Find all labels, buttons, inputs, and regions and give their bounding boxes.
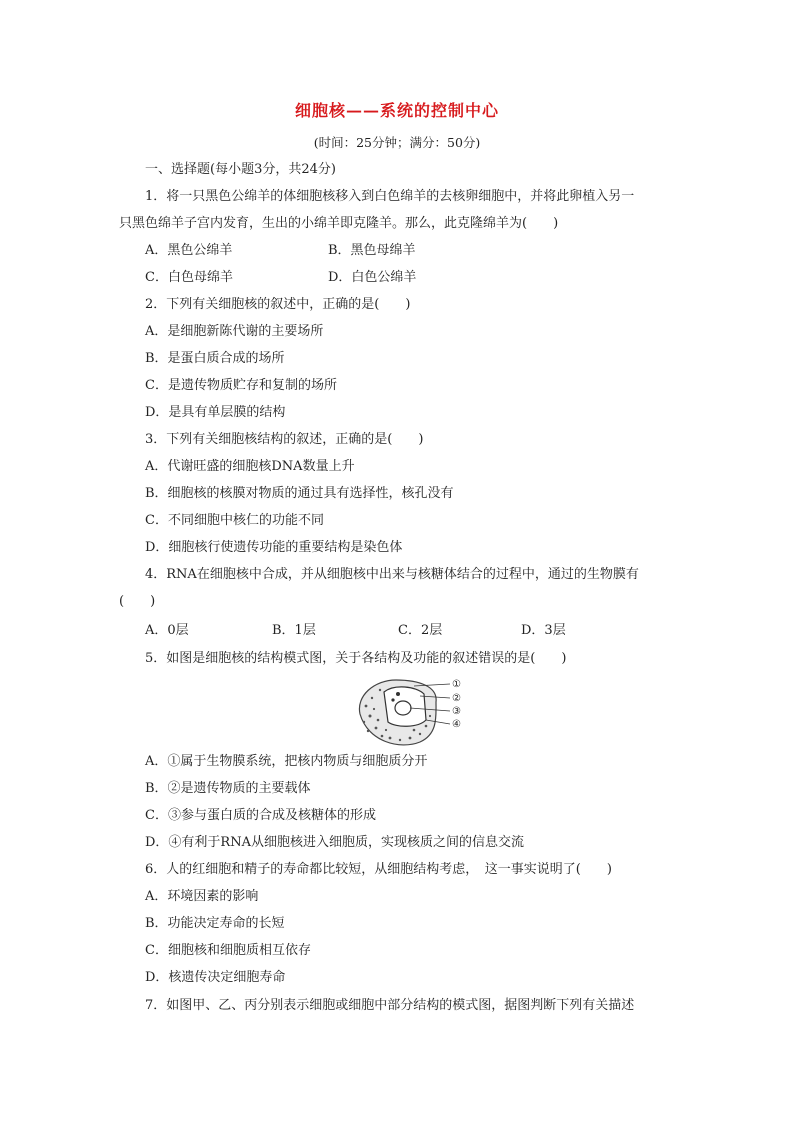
q5-option-b: B．②是遗传物质的主要载体 <box>145 781 311 796</box>
q6-option-c: C．细胞核和细胞质相互依存 <box>145 943 311 958</box>
q6-option-d: D．核遗传决定细胞寿命 <box>145 970 286 985</box>
page-subtitle: (时间：25分钟；满分：50分) <box>313 135 481 150</box>
section-heading: 一、选择题(每小题3分，共24分) <box>145 162 336 177</box>
nucleus-structure-diagram <box>352 676 464 748</box>
figure-label-2: ② <box>452 693 461 704</box>
q5-option-c: C．③参与蛋白质的合成及核糖体的形成 <box>145 808 376 823</box>
q1-stem-line1: 1．将一只黑色公绵羊的体细胞核移入到白色绵羊的去核卵细胞中，并将此卵植入另一 <box>145 189 635 204</box>
q5-option-d: D．④有利于RNA从细胞核进入细胞质，实现核质之间的信息交流 <box>145 835 524 850</box>
figure-label-4: ④ <box>452 719 461 730</box>
q4-option-b: B．1层 <box>272 623 316 638</box>
q2-option-d: D．是具有单层膜的结构 <box>145 405 286 420</box>
q4-stem-line1: 4．RNA在细胞核中合成，并从细胞核中出来与核糖体结合的过程中，通过的生物膜有 <box>145 567 639 582</box>
figure-label-1: ① <box>452 679 461 690</box>
q2-option-b: B．是蛋白质合成的场所 <box>145 351 285 366</box>
figure-label-3: ③ <box>452 706 461 717</box>
q2-stem: 2．下列有关细胞核的叙述中，正确的是( ) <box>145 297 411 312</box>
q1-option-d: D．白色公绵羊 <box>328 270 417 285</box>
q4-stem-line2: ( ) <box>119 594 156 609</box>
q2-option-c: C．是遗传物质贮存和复制的场所 <box>145 378 337 393</box>
q3-stem: 3．下列有关细胞核结构的叙述，正确的是( ) <box>145 432 424 447</box>
q4-option-d: D．3层 <box>521 623 566 638</box>
q6-option-a: A．环境因素的影响 <box>145 889 259 904</box>
q5-stem: 5．如图是细胞核的结构模式图，关于各结构及功能的叙述错误的是( ) <box>145 651 567 666</box>
q6-option-b: B．功能决定寿命的长短 <box>145 916 285 931</box>
q3-option-d: D．细胞核行使遗传功能的重要结构是染色体 <box>145 540 403 555</box>
page-title: 细胞核——系统的控制中心 <box>294 101 499 120</box>
q4-option-a: A．0层 <box>145 623 189 638</box>
chromatin-dot <box>396 692 400 696</box>
q2-option-a: A．是细胞新陈代谢的主要场所 <box>145 324 324 339</box>
q1-stem-line2: 只黑色绵羊子宫内发育，生出的小绵羊即克隆羊。那么，此克隆绵羊为( ) <box>119 216 559 231</box>
q7-stem: 7．如图甲、乙、丙分别表示细胞或细胞中部分结构的模式图，据图判断下列有关描述 <box>145 998 635 1013</box>
q1-option-c: C．白色母绵羊 <box>145 270 233 285</box>
nucleolus-shape <box>395 701 411 715</box>
q1-option-b: B．黑色母绵羊 <box>328 243 416 258</box>
chromatin-dot <box>391 698 394 701</box>
q5-option-a: A．①属于生物膜系统，把核内物质与细胞质分开 <box>145 754 428 769</box>
q3-option-c: C．不同细胞中核仁的功能不同 <box>145 513 324 528</box>
q3-option-b: B．细胞核的核膜对物质的通过具有选择性，核孔没有 <box>145 486 454 501</box>
q3-option-a: A．代谢旺盛的细胞核DNA数量上升 <box>145 459 355 474</box>
q4-option-c: C．2层 <box>398 623 443 638</box>
q1-option-a: A．黑色公绵羊 <box>145 243 233 258</box>
q6-stem: 6．人的红细胞和精子的寿命都比较短，从细胞结构考虑， 这一事实说明了( ) <box>145 862 612 877</box>
